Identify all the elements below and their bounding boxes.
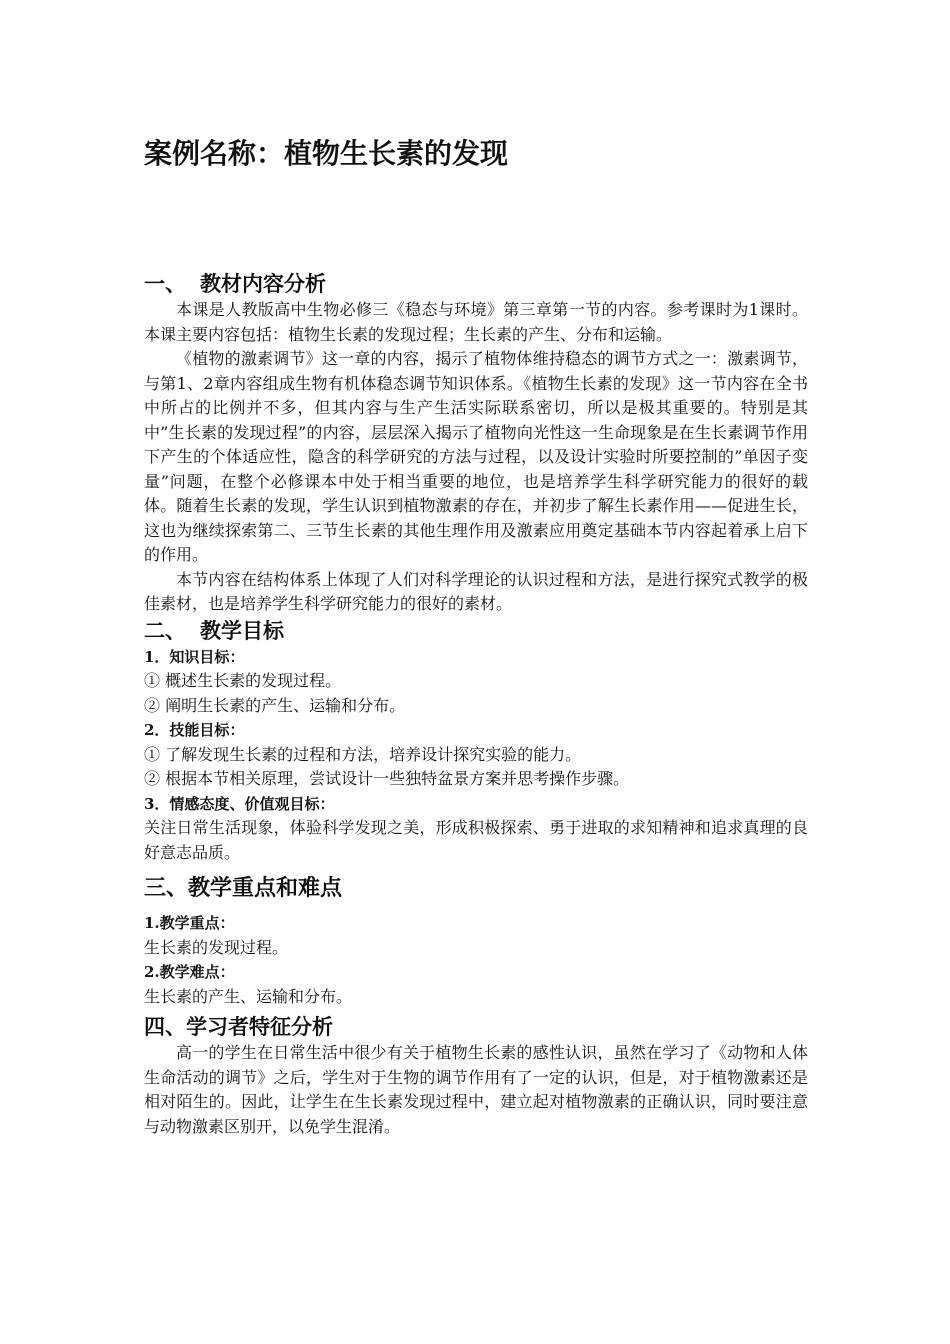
section-2-number: 二、: [144, 617, 186, 643]
section-1-number: 一、: [144, 271, 186, 296]
skill-goal-1: ① 了解发现生长素的过程和方法，培养设计探究实验的能力。: [144, 744, 582, 764]
section-1-paragraph-3: 本节内容在结构体系上体现了人们对科学理论的认识过程和方法，是进行探究式教学的极佳素材，也是培养学生科学研究能力的很好的素材。: [144, 569, 808, 613]
knowledge-goal-2: ② 阐明生长素的产生、运输和分布。: [144, 695, 406, 715]
section-4-heading: 四、学习者特征分析: [144, 1014, 333, 1039]
section-4-paragraph-1: 高一的学生在日常生活中很少有关于植物生长素的感性认识，虽然在学习了《动物和人体生命活动的调节》之后，学生对于生物的调节作用有了一定的认识，但是，对于植物激素还是相对陌生的。因此，让学生在生长素发现过程中，建立起对植物激素的正确认识，同时要注意与动物激素区别开，以免学生混淆。: [144, 1043, 808, 1136]
section-3-heading: 三、教学重点和难点: [144, 875, 343, 901]
skill-goals-title: 2．技能目标：: [144, 721, 245, 739]
knowledge-goals-title: 1．知识目标：: [144, 647, 245, 666]
section-1-heading: [144, 270, 808, 298]
section-1-paragraph-2: 《植物的激素调节》这一章的内容，揭示了植物体维持稳态的调节方式之一：激素调节，与第1、2章内容组成生物有机体稳态调节知识体系。《植物生长素的发现》这一节内容在全书中所占的比例并不多，但其内容与生产生活实际联系密切，所以是极其重要的。特别是其中”生长素的发现过程”的内容，层层深入揭示了植物向光性这一生命现象是在生长素调节作用下产生的个体适应性，隐含的科学研究的方法与过程，以及设计实验时所要控制的”单因子变量”问题，在整个必修课本中处于相当重要的地位，也是培养学生科学研究能力的很好的载体。随着生长素的发现，学生认识到植物激素的存在，并初步了解生长素作用——促进生长，这也为继续探索第二、三节生长素的其他生理作用及激素应用奠定基础本节内容起着承上启下的作用。: [144, 349, 808, 564]
key-point-title: 1.教学重点：: [144, 914, 235, 932]
document-body: [144, 270, 808, 1139]
document-title: 案例名称：植物生长素的发现: [144, 137, 509, 170]
section-1-paragraph-1: 本课是人教版高中生物必修三《稳态与环境》第三章第一节的内容。参考课时为1课时。本课主要内容包括：植物生长素的发现过程；生长素的产生、分布和运输。: [144, 300, 808, 344]
skill-goal-2: ② 根据本节相关原理，尝试设计一些独特盆景方案并思考操作步骤。: [144, 769, 630, 788]
difficulty-title: 2.教学难点：: [144, 963, 235, 981]
section-2-title: 教学目标: [200, 617, 284, 643]
section-2-heading: [144, 617, 808, 645]
difficulty-text: 生长素的产生、运输和分布。: [144, 986, 353, 1006]
attitude-goals-title: 3．情感态度、价值观目标：: [144, 794, 335, 813]
knowledge-goal-1: ① 概述生长素的发现过程。: [144, 671, 342, 690]
key-point-text: 生长素的发现过程。: [144, 937, 289, 957]
section-1-title: 教材内容分析: [200, 271, 326, 296]
attitude-goal-text: 关注日常生活现象，体验科学发现之美，形成积极探索、勇于进取的求知精神和追求真理的良好意志品质。: [144, 818, 808, 862]
